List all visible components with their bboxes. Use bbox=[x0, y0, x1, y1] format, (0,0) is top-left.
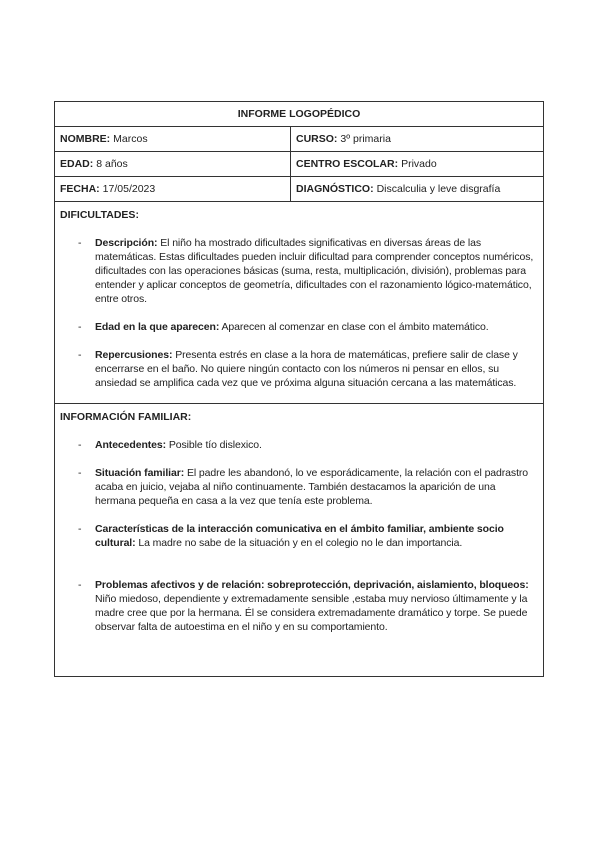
item-text: El padre les abandonó, lo ve esporádicamente, la relación con el padrastro acaba en juicio, vejaba al niño continuamente. También destacamos la aparición de una hermana pequeña en casa a la vez que tenía este problema. bbox=[95, 467, 529, 507]
item-label: Características de la interacción comunicativa en el ámbito familiar, ambiente socio cultural: bbox=[95, 523, 504, 549]
name-value: Marcos bbox=[113, 133, 148, 145]
date-value: 17/05/2023 bbox=[102, 183, 156, 195]
age-label: EDAD: bbox=[60, 158, 94, 170]
item-label: Descripción: bbox=[95, 237, 158, 249]
list-item bbox=[60, 348, 537, 390]
dash-bullet-icon: - bbox=[78, 579, 82, 591]
name-label: NOMBRE: bbox=[60, 133, 111, 145]
item-text: El niño ha mostrado dificultades significativas en diversas áreas de las matemáticas. Estas dificultades pueden incluir dificultad para comprender conceptos numéricos, dificultades con las operaciones básicas (suma, resta, multiplicación, división), problemas para entender y aplicar conceptos de geometría, dificultades con el razonamiento lógico-matemático, entre otros. bbox=[95, 237, 534, 305]
list-item bbox=[60, 466, 537, 508]
school-value: Privado bbox=[401, 158, 437, 170]
diagnosis-label: DIAGNÓSTICO: bbox=[296, 183, 374, 195]
name-cell bbox=[55, 127, 291, 151]
dash-bullet-icon: - bbox=[78, 467, 82, 479]
item-text: Aparecen al comenzar en clase con el ámbito matemático. bbox=[221, 321, 489, 333]
family-list bbox=[60, 438, 537, 634]
item-text: Posible tío dislexico. bbox=[168, 439, 262, 451]
item-label: Antecedentes: bbox=[95, 439, 167, 451]
dash-bullet-icon: - bbox=[78, 439, 82, 451]
dash-bullet-icon: - bbox=[78, 523, 82, 535]
dash-bullet-icon: - bbox=[78, 237, 82, 249]
item-text: Niño miedoso, dependiente y extremadamente sensible ,estaba muy nervioso últimamente y la madre cree que por la hermana. Él se considera extremadamente dramático y torpe. Se puede observar falta de autoestima en el niño y en su comportamiento. bbox=[95, 593, 528, 633]
age-cell bbox=[55, 152, 291, 176]
course-label: CURSO: bbox=[296, 133, 338, 145]
item-label: Edad en la que aparecen: bbox=[95, 321, 220, 333]
school-label: CENTRO ESCOLAR: bbox=[296, 158, 399, 170]
report-title: INFORME LOGOPÉDICO bbox=[237, 108, 361, 120]
difficulties-list bbox=[60, 236, 537, 390]
report-table bbox=[54, 101, 544, 677]
diagnosis-cell bbox=[291, 177, 543, 201]
list-item bbox=[60, 578, 537, 634]
field-row-name-course bbox=[55, 127, 543, 152]
item-label: Repercusiones: bbox=[95, 349, 173, 361]
item-label: Situación familiar: bbox=[95, 467, 185, 479]
family-section bbox=[55, 404, 543, 676]
difficulties-section bbox=[55, 202, 543, 404]
course-value: 3º primaria bbox=[340, 133, 391, 145]
item-text: La madre no sabe de la situación y en el colegio no le dan importancia. bbox=[138, 537, 463, 549]
field-row-date-diagnosis bbox=[55, 177, 543, 202]
field-row-age-school bbox=[55, 152, 543, 177]
dash-bullet-icon: - bbox=[78, 321, 82, 333]
list-item bbox=[60, 438, 537, 452]
list-item bbox=[60, 236, 537, 306]
date-cell bbox=[55, 177, 291, 201]
list-item bbox=[60, 320, 537, 334]
report-title-row bbox=[55, 102, 543, 127]
difficulties-title: DIFICULTADES: bbox=[60, 209, 139, 221]
diagnosis-value: Discalculia y leve disgrafía bbox=[376, 183, 501, 195]
age-value: 8 años bbox=[96, 158, 128, 170]
school-cell bbox=[291, 152, 543, 176]
date-label: FECHA: bbox=[60, 183, 100, 195]
dash-bullet-icon: - bbox=[78, 349, 82, 361]
item-text: Presenta estrés en clase a la hora de matemáticas, prefiere salir de clase y encerrarse en el baño. No quiere ningún contacto con los números ni pensar en ellos, su ansiedad se amplifica cada vez que ve próxima alguna situación cercana a las matemáticas. bbox=[95, 349, 518, 389]
course-cell bbox=[291, 127, 543, 151]
list-item bbox=[60, 522, 537, 550]
family-title: INFORMACIÓN FAMILIAR: bbox=[60, 411, 192, 423]
item-label: Problemas afectivos y de relación: sobreprotección, deprivación, aislamiento, bloqueos: bbox=[95, 579, 529, 591]
